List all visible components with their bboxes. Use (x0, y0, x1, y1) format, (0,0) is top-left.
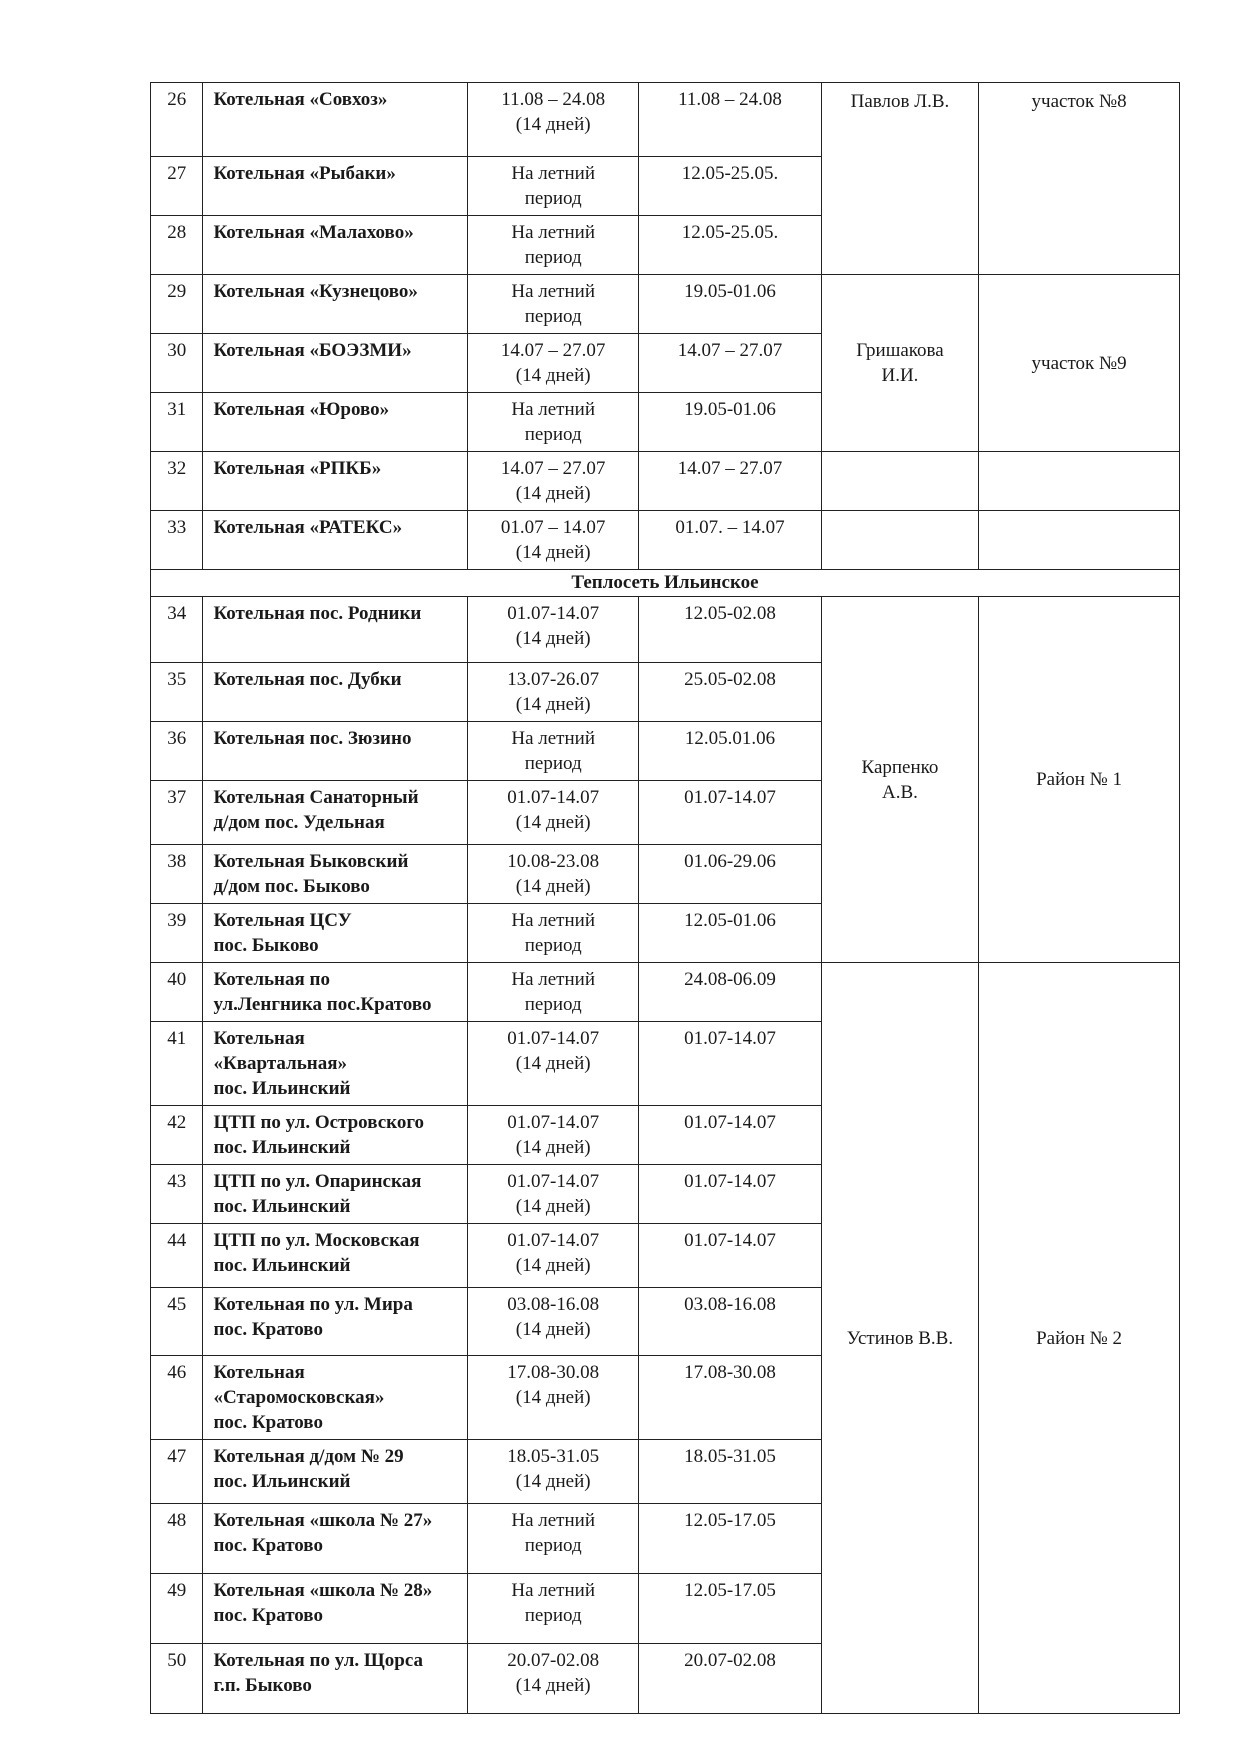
shutdown-period (468, 1644, 639, 1714)
responsible-person (821, 597, 978, 963)
shutdown-dates: 12.05-25.05. (639, 216, 822, 275)
shutdown-dates: 12.05-01.06 (639, 904, 822, 963)
cell-line: ул.Ленгника пос.Кратово (213, 994, 432, 1015)
row-number: 49 (151, 1574, 203, 1644)
cell-line: Котельная «школа № 27» (213, 1510, 433, 1531)
cell-line: пос. Кратово (213, 1319, 323, 1340)
cell-line: Котельная по ул. Мира (213, 1294, 413, 1315)
boiler-name (203, 963, 468, 1022)
cell-line: Котельная «РАТЕКС» (213, 517, 403, 538)
cell-line: Котельная «Юрово» (213, 399, 390, 420)
cell-line: Котельная Санаторный (213, 787, 419, 808)
empty-cell (979, 511, 1180, 570)
shutdown-period (468, 393, 639, 452)
cell-line: (14 дней) (515, 628, 591, 649)
cell-line: На летний (511, 1510, 595, 1531)
boiler-name (203, 1022, 468, 1106)
shutdown-period (468, 1022, 639, 1106)
shutdown-period (468, 663, 639, 722)
shutdown-period (468, 157, 639, 216)
cell-line: ЦТП по ул. Опаринская (213, 1171, 422, 1192)
row-number: 33 (151, 511, 203, 570)
shutdown-dates: 03.08-16.08 (639, 1288, 822, 1356)
cell-line: (14 дней) (515, 1675, 591, 1696)
cell-line: г.п. Быково (213, 1675, 312, 1696)
section-title: Теплосеть Ильинское (151, 570, 1180, 597)
schedule-table (150, 82, 1180, 1714)
cell-line: д/дом пос. Удельная (213, 812, 385, 833)
cell-line: 13.07-26.07 (507, 669, 600, 690)
cell-line: Котельная «школа № 28» (213, 1580, 433, 1601)
row-number: 28 (151, 216, 203, 275)
shutdown-dates: 11.08 – 24.08 (639, 83, 822, 157)
shutdown-period (468, 1504, 639, 1574)
shutdown-dates: 12.05-25.05. (639, 157, 822, 216)
cell-line: пос. Кратово (213, 1535, 323, 1556)
cell-line: 17.08-30.08 (507, 1362, 600, 1383)
cell-line: Котельная пос. Дубки (213, 669, 402, 690)
cell-line: 14.07 – 27.07 (500, 458, 606, 479)
shutdown-dates: 12.05-02.08 (639, 597, 822, 663)
cell-line: Котельная по (213, 969, 330, 990)
shutdown-period (468, 597, 639, 663)
row-number: 27 (151, 157, 203, 216)
cell-line: д/дом пос. Быково (213, 876, 370, 897)
row-number: 34 (151, 597, 203, 663)
boiler-name (203, 781, 468, 845)
cell-line: Котельная «Малахово» (213, 222, 414, 243)
area-label: участок №9 (979, 275, 1180, 452)
cell-line: (14 дней) (515, 1053, 591, 1074)
shutdown-period (468, 1288, 639, 1356)
row-number: 38 (151, 845, 203, 904)
cell-line: Котельная «БОЭЗМИ» (213, 340, 412, 361)
cell-line: 11.08 – 24.08 (501, 89, 606, 110)
shutdown-dates: 14.07 – 27.07 (639, 452, 822, 511)
cell-line: 01.07 – 14.07 (500, 517, 606, 538)
cell-line: 03.08-16.08 (507, 1294, 600, 1315)
cell-line: период (524, 1535, 582, 1556)
cell-line: (14 дней) (515, 694, 591, 715)
boiler-name (203, 1288, 468, 1356)
cell-line: (14 дней) (515, 1387, 591, 1408)
cell-line: Котельная «Рыбаки» (213, 163, 396, 184)
shutdown-dates: 17.08-30.08 (639, 1356, 822, 1440)
cell-line: период (524, 247, 582, 268)
boiler-name (203, 845, 468, 904)
row-number: 31 (151, 393, 203, 452)
cell-line: На летний (511, 910, 595, 931)
cell-line: (14 дней) (515, 812, 591, 833)
cell-line: «Квартальная» (213, 1053, 347, 1074)
shutdown-dates: 18.05-31.05 (639, 1440, 822, 1504)
cell-line: Карпенко (861, 756, 939, 778)
area-label: участок №8 (979, 83, 1180, 275)
row-number: 44 (151, 1224, 203, 1288)
area-label: Район № 2 (979, 963, 1180, 1714)
cell-line: На летний (511, 728, 595, 749)
boiler-name (203, 1356, 468, 1440)
row-number: 35 (151, 663, 203, 722)
boiler-name (203, 452, 468, 511)
cell-line: 10.08-23.08 (507, 851, 600, 872)
boiler-name (203, 722, 468, 781)
boiler-name (203, 1106, 468, 1165)
shutdown-period (468, 904, 639, 963)
table-row (151, 511, 1180, 570)
cell-line: (14 дней) (515, 1255, 591, 1276)
cell-line: 01.07-14.07 (507, 603, 600, 624)
table-row (151, 963, 1180, 1022)
cell-line: Котельная д/дом № 29 (213, 1446, 404, 1467)
boiler-name (203, 393, 468, 452)
cell-line: ЦТП по ул. Московская (213, 1230, 420, 1251)
shutdown-dates: 14.07 – 27.07 (639, 334, 822, 393)
shutdown-dates: 01.07-14.07 (639, 1106, 822, 1165)
shutdown-dates: 12.05.01.06 (639, 722, 822, 781)
cell-line: На летний (511, 163, 595, 184)
shutdown-period (468, 1165, 639, 1224)
row-number: 45 (151, 1288, 203, 1356)
cell-line: 01.07-14.07 (507, 787, 600, 808)
cell-line: пос. Ильинский (213, 1078, 351, 1099)
shutdown-dates: 01.07-14.07 (639, 1224, 822, 1288)
row-number: 26 (151, 83, 203, 157)
boiler-name (203, 1644, 468, 1714)
shutdown-dates: 01.07. – 14.07 (639, 511, 822, 570)
responsible-person: Устинов В.В. (821, 963, 978, 1714)
cell-line: пос. Быково (213, 935, 319, 956)
shutdown-period (468, 845, 639, 904)
shutdown-period (468, 1224, 639, 1288)
shutdown-period (468, 452, 639, 511)
shutdown-period (468, 1356, 639, 1440)
shutdown-dates: 25.05-02.08 (639, 663, 822, 722)
cell-line: Котельная Быковский (213, 851, 409, 872)
cell-line: (14 дней) (515, 542, 591, 563)
shutdown-dates: 01.07-14.07 (639, 1165, 822, 1224)
shutdown-period (468, 722, 639, 781)
cell-line: (14 дней) (515, 483, 591, 504)
cell-line: На летний (511, 1580, 595, 1601)
cell-line: пос. Ильинский (213, 1471, 351, 1492)
row-number: 41 (151, 1022, 203, 1106)
cell-line: Котельная по ул. Щорса (213, 1650, 423, 1671)
cell-line: На летний (511, 969, 595, 990)
cell-line: (14 дней) (515, 1471, 591, 1492)
boiler-name (203, 1224, 468, 1288)
cell-line: 14.07 – 27.07 (500, 340, 606, 361)
cell-line: «Старомосковская» (213, 1387, 385, 1408)
table-row (151, 597, 1180, 663)
cell-line: Котельная (213, 1028, 305, 1049)
boiler-name (203, 511, 468, 570)
cell-line: пос. Ильинский (213, 1255, 351, 1276)
table-row (151, 452, 1180, 511)
cell-line: (14 дней) (515, 1319, 591, 1340)
cell-line: И.И. (881, 365, 919, 386)
cell-line: 01.07-14.07 (507, 1171, 600, 1192)
shutdown-period (468, 275, 639, 334)
cell-line: пос. Кратово (213, 1605, 323, 1626)
section-row (151, 570, 1180, 597)
cell-line: Котельная «Совхоз» (213, 89, 388, 110)
row-number: 47 (151, 1440, 203, 1504)
cell-line: На летний (511, 222, 595, 243)
cell-line: ЦТП по ул. Островского (213, 1112, 424, 1133)
cell-line: А.В. (882, 781, 918, 803)
cell-line: На летний (511, 399, 595, 420)
shutdown-dates: 01.06-29.06 (639, 845, 822, 904)
shutdown-period (468, 511, 639, 570)
shutdown-dates: 01.07-14.07 (639, 1022, 822, 1106)
responsible-person: Павлов Л.В. (821, 83, 978, 275)
table-row (151, 83, 1180, 157)
boiler-name (203, 597, 468, 663)
boiler-name (203, 1440, 468, 1504)
cell-line: пос. Ильинский (213, 1137, 351, 1158)
area-label: Район № 1 (979, 597, 1180, 963)
empty-cell (821, 452, 978, 511)
cell-line: Котельная (213, 1362, 305, 1383)
shutdown-period (468, 216, 639, 275)
shutdown-dates: 12.05-17.05 (639, 1504, 822, 1574)
empty-cell (979, 452, 1180, 511)
empty-cell (821, 511, 978, 570)
boiler-name (203, 216, 468, 275)
row-number: 42 (151, 1106, 203, 1165)
boiler-name (203, 334, 468, 393)
shutdown-dates: 12.05-17.05 (639, 1574, 822, 1644)
cell-line: 01.07-14.07 (507, 1112, 600, 1133)
cell-line: Котельная «Кузнецово» (213, 281, 418, 302)
row-number: 37 (151, 781, 203, 845)
shutdown-period (468, 781, 639, 845)
shutdown-dates: 20.07-02.08 (639, 1644, 822, 1714)
cell-line: период (524, 753, 582, 774)
cell-line: пос. Ильинский (213, 1196, 351, 1217)
row-number: 46 (151, 1356, 203, 1440)
cell-line: 01.07-14.07 (507, 1230, 600, 1251)
boiler-name (203, 83, 468, 157)
row-number: 48 (151, 1504, 203, 1574)
cell-line: Котельная «РПКБ» (213, 458, 382, 479)
cell-line: 18.05-31.05 (507, 1446, 600, 1467)
boiler-name (203, 1504, 468, 1574)
boiler-name (203, 275, 468, 334)
row-number: 39 (151, 904, 203, 963)
shutdown-period (468, 334, 639, 393)
cell-line: (14 дней) (515, 1196, 591, 1217)
cell-line: 20.07-02.08 (507, 1650, 600, 1671)
shutdown-dates: 01.07-14.07 (639, 781, 822, 845)
cell-line: Гришакова (856, 340, 944, 361)
cell-line: (14 дней) (515, 1137, 591, 1158)
cell-line: период (524, 306, 582, 327)
row-number: 30 (151, 334, 203, 393)
cell-line: (14 дней) (515, 365, 591, 386)
cell-line: период (524, 188, 582, 209)
cell-line: (14 дней) (515, 114, 591, 135)
table-row (151, 275, 1180, 334)
cell-line: Котельная пос. Родники (213, 603, 422, 624)
row-number: 32 (151, 452, 203, 511)
cell-line: Котельная пос. Зюзино (213, 728, 412, 749)
cell-line: Котельная ЦСУ (213, 910, 352, 931)
boiler-name (203, 663, 468, 722)
cell-line: На летний (511, 281, 595, 302)
shutdown-dates: 19.05-01.06 (639, 393, 822, 452)
row-number: 40 (151, 963, 203, 1022)
boiler-name (203, 157, 468, 216)
shutdown-period (468, 1440, 639, 1504)
boiler-name (203, 1165, 468, 1224)
cell-line: пос. Кратово (213, 1412, 323, 1433)
cell-line: период (524, 424, 582, 445)
shutdown-period (468, 1574, 639, 1644)
shutdown-dates: 24.08-06.09 (639, 963, 822, 1022)
shutdown-period (468, 83, 639, 157)
boiler-name (203, 904, 468, 963)
shutdown-period (468, 1106, 639, 1165)
cell-line: 01.07-14.07 (507, 1028, 600, 1049)
responsible-person (821, 275, 978, 452)
cell-line: период (524, 935, 582, 956)
shutdown-dates: 19.05-01.06 (639, 275, 822, 334)
cell-line: период (524, 994, 582, 1015)
boiler-name (203, 1574, 468, 1644)
row-number: 29 (151, 275, 203, 334)
row-number: 43 (151, 1165, 203, 1224)
cell-line: период (524, 1605, 582, 1626)
cell-line: (14 дней) (515, 876, 591, 897)
row-number: 36 (151, 722, 203, 781)
shutdown-period (468, 963, 639, 1022)
row-number: 50 (151, 1644, 203, 1714)
